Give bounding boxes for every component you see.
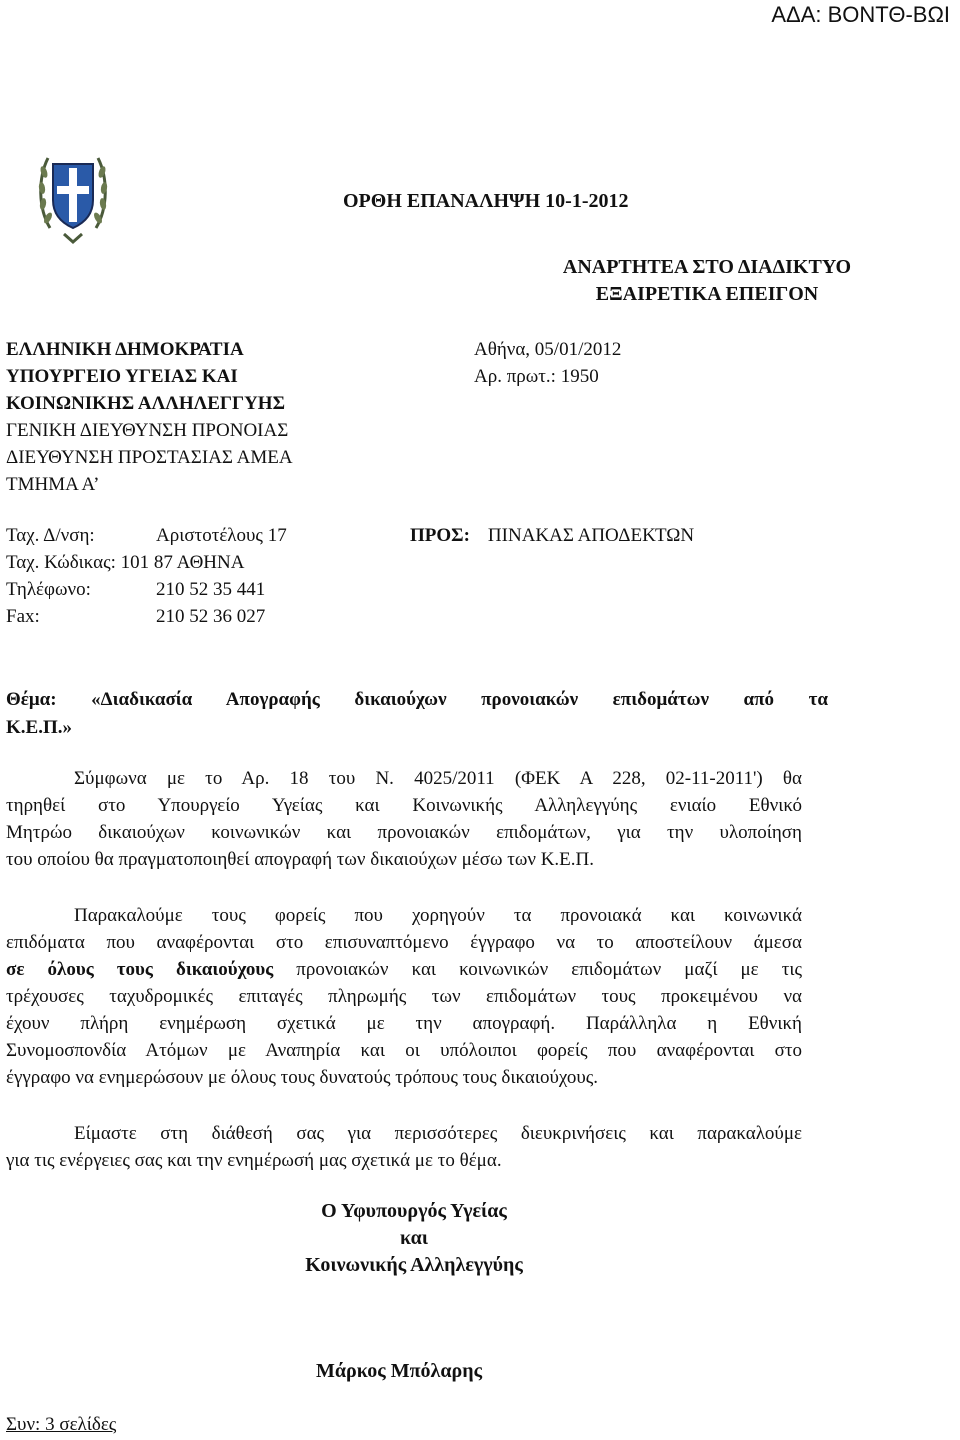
signature-line: Κοινωνικής Αλληλεγγύης [305,1254,523,1276]
authority-line: ΥΠΟΥΡΓΕΙΟ ΥΓΕΙΑΣ ΚΑΙ [6,366,238,387]
paragraph-line: Σύμφωνα με το Αρ. 18 του Ν. 4025/2011 (ΦΕΚ Α 228, 02-11-2011') θα [74,768,802,789]
recipient-value: ΠΙΝΑΚΑΣ ΑΠΟΔΕΚΤΩΝ [487,525,695,546]
signature-title [286,1198,542,1279]
paragraph-text: προνοιακών και κοινωνικών επιδομάτων μαζί με τις [273,959,802,980]
signature-line: και [400,1227,428,1249]
postcode-line: Ταχ. Κώδικας: 101 87 ΑΘΗΝΑ [6,552,245,573]
paragraph-line: έχουν πλήρη ενημέρωση σχετικά με την απογραφή. Παράλληλα η Εθνική [6,1013,802,1034]
protocol-number: Αρ. πρωτ.: 1950 [474,366,599,387]
phone-value: 210 52 35 441 [156,579,266,600]
subject-line: Κ.Ε.Π.» [6,717,72,738]
recipient-label: ΠΡΟΣ: [410,525,470,546]
authority-line: ΚΟΙΝΩΝΙΚΗΣ ΑΛΛΗΛΕΓΓΥΗΣ [6,393,285,414]
paragraph-line: τηρηθεί στο Υπουργείο Υγείας και Κοινωνικής Αλληλεγγύης ενιαίο Εθνικό [6,795,802,816]
street-value: Αριστοτέλους 17 [156,525,287,546]
subject [6,686,828,742]
paragraph-closing [6,1120,802,1174]
paragraph-line: έγγραφο να ενημερώσουν με όλους τους δυνατούς τρόπους τους δικαιούχους. [6,1067,599,1088]
reissue-title: ΟΡΘΗ ΕΠΑΝΑΛΗΨΗ 10-1-2012 [343,190,629,212]
page-count: Συν: 3 σελίδες [6,1414,117,1435]
authority-line: ΓΕΝΙΚΗ ΔΙΕΥΘΥΝΣΗ ΠΡΟΝΟΙΑΣ [6,420,289,441]
authority-line: ΤΜΗΜΑ Α’ [6,474,100,495]
posting-note-line: ΕΞΑΙΡΕΤΙΚΑ ΕΠΕΙΓΟΝ [595,283,819,305]
paragraph-line: Είμαστε στη διάθεσή σας για περισσότερες διευκρινήσεις και παρακαλούμε [74,1123,802,1144]
authority-line: ΔΙΕΥΘΥΝΣΗ ΠΡΟΣΤΑΣΙΑΣ ΑΜΕΑ [6,447,293,468]
paragraph-line: για τις ενέργειες σας και την ενημέρωσή μας σχετικά με το θέμα. [6,1150,502,1171]
phone-label: Τηλέφωνο: [6,579,91,600]
subject-line: Θέμα: «Διαδικασία Απογραφής δικαιούχων προνοιακών επιδομάτων από τα [6,689,828,710]
street-label: Ταχ. Δ/νση: [6,525,95,546]
issuing-authority [6,336,293,498]
greek-coat-of-arms-icon [36,142,110,250]
fax-label: Fax: [6,606,40,627]
paragraph-line: επιδόματα που αναφέρονται στο επισυναπτόμενο έγγραφο να το αποστείλουν άμεσα [6,932,802,953]
paragraph-legal-basis [6,765,802,873]
authority-line: ΕΛΛΗΝΙΚΗ ΔΗΜΟΚΡΑΤΙΑ [6,339,244,360]
paragraph-line [6,956,802,983]
signatory-name: Μάρκος Μπόλαρης [316,1360,483,1382]
date-protocol-block [474,336,621,390]
contact-details [6,522,287,630]
fax-value: 210 52 36 027 [156,606,266,627]
posting-note [537,254,877,308]
emphasis-text: σε όλους τους δικαιούχους [6,959,274,980]
signature-line: Ο Υφυπουργός Υγείας [321,1200,507,1222]
recipient [410,522,694,549]
paragraph-line: του οποίου θα πραγματοποιηθεί απογραφή των δικαιούχων μέσω των Κ.Ε.Π. [6,849,595,870]
paragraph-line: Παρακαλούμε τους φορείς που χορηγούν τα προνοιακά και κοινωνικά [74,905,802,926]
date-line: Αθήνα, 05/01/2012 [474,339,622,360]
paragraph-line: Συνομοσπονδία Ατόμων με Αναπηρία και οι υπόλοιποι φορείς που αναφέρονται στο [6,1040,802,1061]
paragraph-request [6,902,802,1091]
ada-code: ΑΔΑ: ΒΟΝΤΘ-ΒΩΙ [771,2,950,27]
posting-note-line: ΑΝΑΡΤΗΤΕΑ ΣΤΟ ΔΙΑΔΙΚΤΥΟ [562,256,852,278]
paragraph-line: τρέχουσες ταχυδρομικές επιταγές πληρωμής των επιδομάτων τους προκειμένου να [6,986,802,1007]
paragraph-line: Μητρώο δικαιούχων κοινωνικών και προνοιακών επιδομάτων, για την υλοποίηση [6,822,802,843]
